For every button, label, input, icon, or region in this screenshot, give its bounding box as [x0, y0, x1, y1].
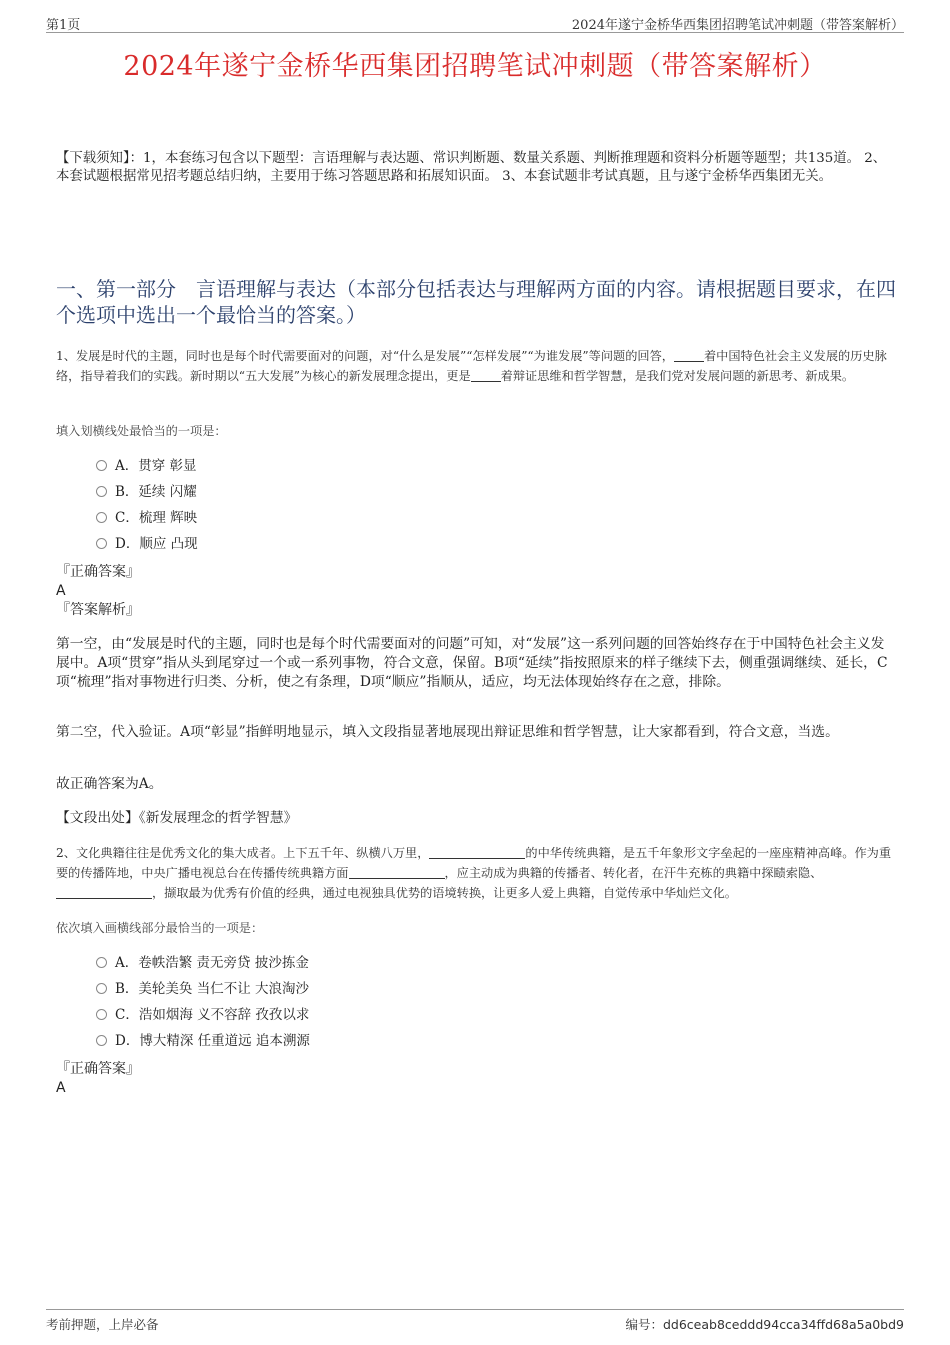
radio-icon[interactable] — [96, 460, 107, 471]
question-1-text: 1、发展是时代的主题，同时也是每个时代需要面对的问题，对“什么是发展”“怎样发展”“为谁发展”等问题的回答， 着中国特色社会主义发展的历史脉络，指导着我们的实践。新时期以“五大发展”为核心的新发展理念提出，更是 着辩证思维和哲学智慧，是我们党对发展问题的新思考、新成果。 — [56, 349, 887, 383]
radio-icon[interactable] — [96, 512, 107, 523]
blank-3 — [56, 898, 152, 899]
question-1-options — [96, 453, 198, 557]
radio-icon[interactable] — [96, 957, 107, 968]
page-footer — [46, 1309, 904, 1332]
radio-icon[interactable] — [96, 1035, 107, 1046]
analysis-conclusion: 故正确答案为A。 — [56, 776, 163, 792]
footer-slogan: 考前押题，上岸必备 — [46, 1317, 159, 1332]
blank-1 — [674, 361, 704, 362]
option-c[interactable]: C．浩如烟海 义不容辞 孜孜以求 — [96, 1002, 310, 1028]
question-1 — [56, 346, 898, 386]
analysis-label: 『答案解析』 — [56, 602, 140, 618]
option-b[interactable]: B．延续 闪耀 — [96, 479, 198, 505]
blank-1 — [429, 858, 525, 859]
question-1-answer — [56, 562, 898, 620]
option-b[interactable]: B．美轮美奂 当仁不让 大浪淘沙 — [96, 976, 310, 1002]
radio-icon[interactable] — [96, 983, 107, 994]
question-2-text: 2、文化典籍往往是优秀文化的集大成者。上下五千年、纵横八万里， 的中华传统典籍，是五千年象形文字垒起的一座座精神高峰。作为重要的传播阵地，中央广播电视总台在传播传统典籍方面 ，应主动成为典籍的传播者、转化者，在汗牛充栋的典籍中探赜索隐、，撷取最为优秀有价值的经典，通过电视独具优势的语境转换，让更多人爱上典籍，自觉传承中华灿烂文化。 — [56, 846, 892, 900]
answer-label: 『正确答案』 — [56, 1061, 140, 1077]
question-1-conclusion — [56, 775, 898, 794]
header-doc-title: 2024年遂宁金桥华西集团招聘笔试冲刺题（带答案解析） — [571, 18, 904, 33]
page-number: 第1页 — [46, 18, 81, 33]
option-c[interactable]: C．梳理 辉映 — [96, 505, 198, 531]
download-notice: 【下载须知】：1，本套练习包含以下题型：言语理解与表达题、常识判断题、数量关系题、判断推理题和资料分析题等题型；共135道。 2、本套试题根据常见招考题总结归纳，主要用于练习答题思路和拓展知识面。 3、本套试题非考试真题，且与遂宁金桥华西集团无关。 — [56, 151, 887, 184]
option-d[interactable]: D．博大精深 任重道远 追本溯源 — [96, 1028, 310, 1054]
answer-value: A — [56, 1080, 66, 1096]
text-source: 【文段出处】《新发展理念的哲学智慧》 — [56, 810, 298, 826]
document-code: 编号：dd6ceab8ceddd94cca34ffd68a5a0bd9 — [625, 1317, 904, 1332]
question-1-prompt: 填入划横线处最恰当的一项是： — [56, 424, 227, 438]
option-a[interactable]: A．贯穿 彰显 — [96, 453, 198, 479]
analysis-paragraph: 第一空，由“发展是时代的主题，同时也是每个时代需要面对的问题”可知，对“发展”这一系列问题的回答始终存在于中国特色社会主义发展中。A项“贯穿”指从头到尾穿过一个或一系列事物，符合文意，保留。B项“延续”指按照原来的样子继续下去，侧重强调继续、延长，C项“梳理”指对事物进行归类、分析，使之有条理，D项“顺应”指顺从，适应，均无法体现始终存在之意，排除。 — [56, 636, 888, 690]
question-2-options — [96, 950, 310, 1054]
section-heading: 一、第一部分 言语理解与表达（本部分包括表达与理解两方面的内容。请根据题目要求，在四个选项中选出一个最恰当的答案。） — [56, 277, 896, 327]
option-d[interactable]: D．顺应 凸现 — [96, 531, 198, 557]
analysis-paragraph: 第二空，代入验证。A项“彰显”指鲜明地显示，填入文段指显著地展现出辩证思维和哲学智慧，让大家都看到，符合文意，当选。 — [56, 724, 839, 740]
radio-icon[interactable] — [96, 1009, 107, 1020]
page-header — [46, 14, 904, 33]
radio-icon[interactable] — [96, 486, 107, 497]
blank-2 — [349, 878, 445, 879]
question-1-analysis-2 — [56, 723, 898, 742]
blank-2 — [471, 381, 501, 382]
question-1-source — [56, 809, 898, 828]
question-1-analysis — [56, 635, 898, 692]
answer-label: 『正确答案』 — [56, 564, 140, 580]
document-title: 2024年遂宁金桥华西集团招聘笔试冲刺题（带答案解析） — [123, 51, 827, 82]
question-2-prompt: 依次填入画横线部分最恰当的一项是： — [56, 921, 264, 935]
answer-value: A — [56, 583, 66, 599]
question-2-answer — [56, 1059, 898, 1097]
question-2 — [56, 843, 898, 903]
radio-icon[interactable] — [96, 538, 107, 549]
option-a[interactable]: A．卷帙浩繁 责无旁贷 披沙拣金 — [96, 950, 310, 976]
